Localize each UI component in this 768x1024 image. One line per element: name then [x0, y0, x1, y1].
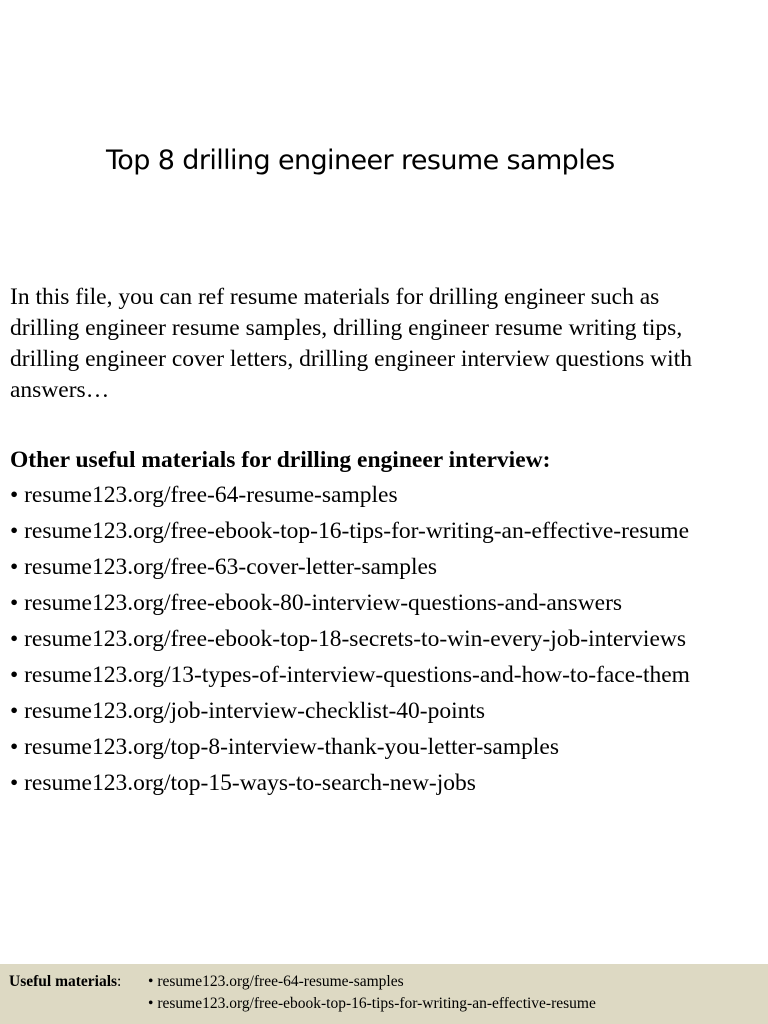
- footer-link-list: [148, 972, 596, 1016]
- footer-link[interactable]: • resume123.org/free-ebook-top-16-tips-for-writing-an-effective-resume: [148, 994, 596, 1016]
- material-link[interactable]: • resume123.org/job-interview-checklist-40-points: [10, 693, 760, 729]
- intro-line: drilling engineer resume samples, drilling engineer resume writing tips,: [10, 315, 683, 341]
- page-title: Top 8 drilling engineer resume samples: [106, 145, 615, 176]
- material-link[interactable]: • resume123.org/free-64-resume-samples: [10, 477, 760, 513]
- material-link[interactable]: • resume123.org/top-15-ways-to-search-new-jobs: [10, 765, 760, 801]
- footer-link[interactable]: • resume123.org/free-64-resume-samples: [148, 972, 596, 994]
- material-link[interactable]: • resume123.org/13-types-of-interview-questions-and-how-to-face-them: [10, 657, 760, 693]
- intro-line: In this file, you can ref resume materials for drilling engineer such as: [10, 284, 660, 310]
- material-link[interactable]: • resume123.org/free-63-cover-letter-samples: [10, 549, 760, 585]
- footer-label: [9, 972, 121, 992]
- footer-label-colon: :: [117, 973, 122, 990]
- intro-line: drilling engineer cover letters, drilling engineer interview questions with: [10, 346, 692, 372]
- material-link[interactable]: • resume123.org/top-8-interview-thank-you-letter-samples: [10, 729, 760, 765]
- material-link[interactable]: • resume123.org/free-ebook-top-18-secrets-to-win-every-job-interviews: [10, 621, 760, 657]
- material-link[interactable]: • resume123.org/free-ebook-80-interview-questions-and-answers: [10, 585, 760, 621]
- intro-line: answers…: [10, 377, 110, 403]
- material-link[interactable]: • resume123.org/free-ebook-top-16-tips-for-writing-an-effective-resume: [10, 513, 760, 549]
- intro-paragraph: [10, 282, 760, 406]
- footer-label-text: Useful materials: [9, 973, 118, 990]
- materials-section: [10, 443, 760, 801]
- materials-link-list: [10, 477, 760, 801]
- materials-heading: Other useful materials for drilling engineer interview:: [10, 447, 551, 473]
- footer-bar: [0, 964, 768, 1024]
